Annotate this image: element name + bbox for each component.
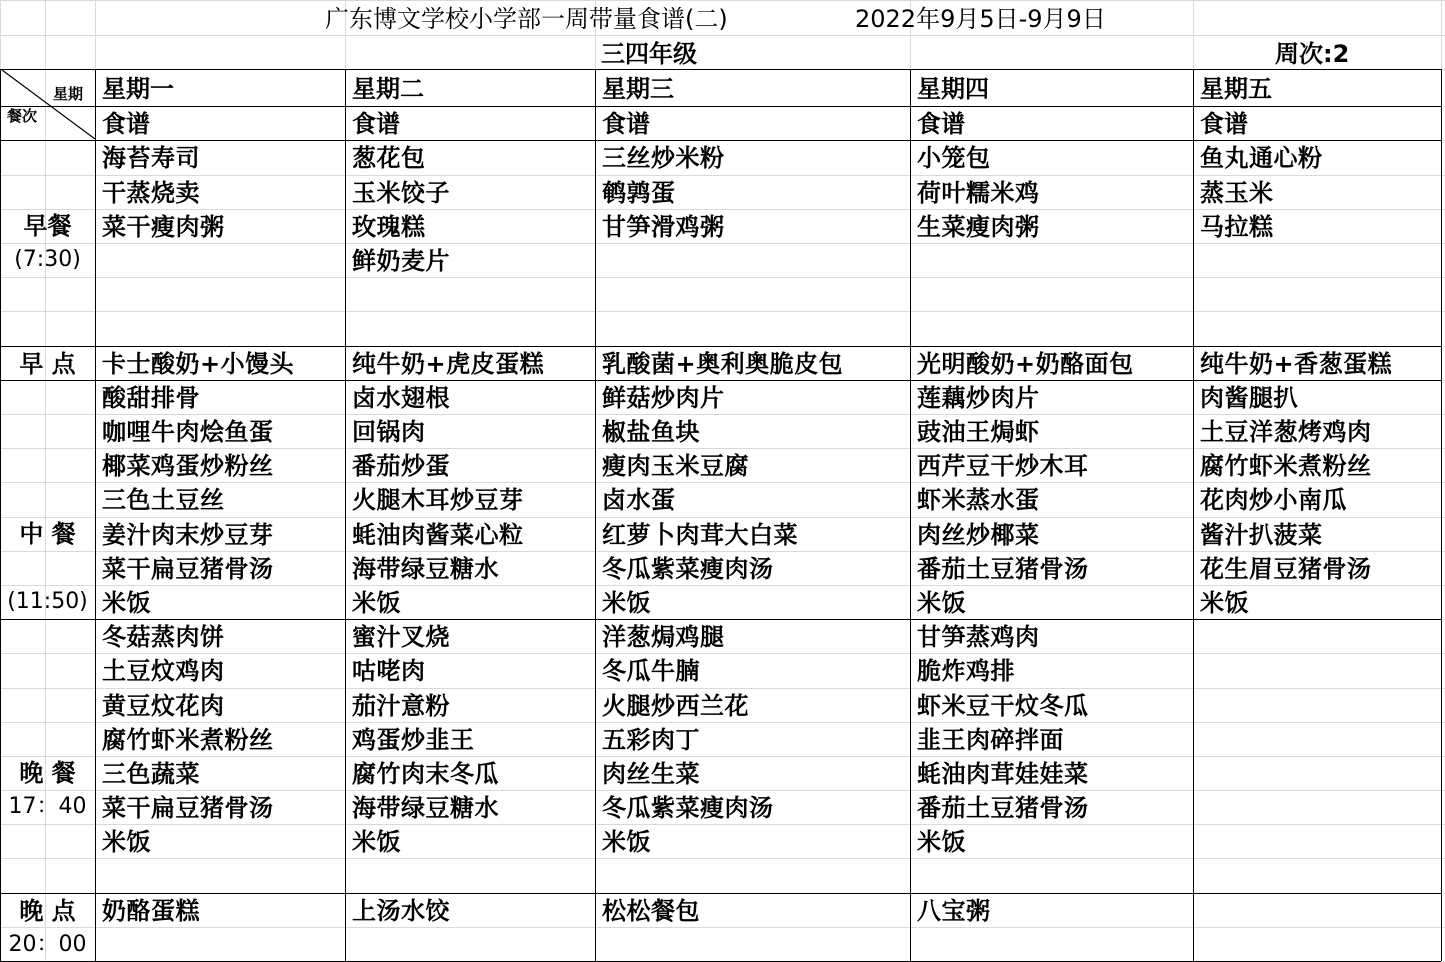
dinner-dish: 肉丝生菜	[602, 760, 700, 788]
breakfast-dish: 鹌鹑蛋	[602, 179, 676, 207]
dinner-dish: 米饭	[602, 828, 651, 856]
lunch-dish: 花生眉豆猪骨汤	[1200, 555, 1372, 583]
lunch-dish: 酱汁扒菠菜	[1200, 521, 1323, 549]
meal-label-lunch: 中 餐	[19, 520, 76, 548]
breakfast-dish: 玫瑰糕	[352, 213, 426, 241]
lunch-dish: 鲜菇炒肉片	[602, 384, 725, 412]
lunch-dish: 瘦肉玉米豆腐	[602, 452, 749, 480]
day-header-1: 星期一	[102, 75, 174, 103]
corner-day-label: 星期	[53, 85, 84, 103]
lunch-dish: 番茄炒蛋	[352, 452, 450, 480]
lunch-dish: 米饭	[917, 589, 966, 617]
grade-label: 三四年级	[601, 40, 697, 68]
meal-time-dinner: 17：40	[8, 794, 87, 819]
meal-label-dinner: 晚 餐	[19, 759, 76, 787]
morning-snack-item: 卡士酸奶+小馒头	[102, 350, 295, 378]
meal-label-morning-snack: 早 点	[19, 350, 76, 378]
lunch-dish: 番茄土豆猪骨汤	[917, 555, 1089, 583]
dinner-dish: 虾米豆干炆冬瓜	[917, 692, 1089, 720]
dinner-dish: 蚝油肉茸娃娃菜	[917, 760, 1089, 788]
lunch-dish: 回锅肉	[352, 418, 426, 446]
lunch-dish: 豉油王焗虾	[917, 418, 1040, 446]
lunch-dish: 椒盐鱼块	[602, 418, 700, 446]
breakfast-dish: 三丝炒米粉	[602, 144, 725, 172]
dinner-dish: 鸡蛋炒韭王	[352, 726, 475, 754]
dinner-dish: 黄豆炆花肉	[102, 692, 225, 720]
lunch-dish: 冬瓜紫菜瘦肉汤	[602, 555, 774, 583]
lunch-dish: 蚝油肉酱菜心粒	[352, 521, 524, 549]
dinner-dish: 韭王肉碎拌面	[917, 726, 1064, 754]
dinner-dish: 茄汁意粉	[352, 692, 450, 720]
dinner-dish: 咕咾肉	[352, 657, 426, 685]
recipe-label-1: 食谱	[102, 110, 150, 138]
page-title: 广东博文学校小学部一周带量食谱(二)	[325, 5, 728, 33]
dinner-dish: 脆炸鸡排	[917, 657, 1015, 685]
lunch-dish: 西芹豆干炒木耳	[917, 452, 1089, 480]
dinner-dish: 三色蔬菜	[102, 760, 200, 788]
lunch-dish: 肉酱腿扒	[1200, 384, 1298, 412]
dinner-dish: 冬瓜紫菜瘦肉汤	[602, 794, 774, 822]
lunch-dish: 菜干扁豆猪骨汤	[102, 555, 274, 583]
morning-snack-item: 光明酸奶+奶酪面包	[917, 350, 1134, 378]
breakfast-dish: 鱼丸通心粉	[1200, 144, 1323, 172]
recipe-label-4: 食谱	[917, 110, 965, 138]
lunch-dish: 火腿木耳炒豆芽	[352, 486, 524, 514]
dinner-dish: 米饭	[102, 828, 151, 856]
dinner-dish: 甘笋蒸鸡肉	[917, 623, 1040, 651]
lunch-dish: 米饭	[1200, 589, 1249, 617]
dinner-dish: 洋葱焗鸡腿	[602, 623, 725, 651]
breakfast-dish: 生菜瘦肉粥	[917, 213, 1040, 241]
dinner-dish: 腐竹肉末冬瓜	[352, 760, 499, 788]
dinner-dish: 米饭	[352, 828, 401, 856]
breakfast-dish: 马拉糕	[1200, 213, 1274, 241]
lunch-dish: 海带绿豆糖水	[352, 555, 499, 583]
lunch-dish: 虾米蒸水蛋	[917, 486, 1040, 514]
lunch-dish: 米饭	[352, 589, 401, 617]
lunch-dish: 花肉炒小南瓜	[1200, 486, 1347, 514]
night-snack-item: 奶酪蛋糕	[102, 897, 200, 925]
day-header-4: 星期四	[917, 75, 989, 103]
lunch-dish: 酸甜排骨	[102, 384, 200, 412]
dinner-dish: 米饭	[917, 828, 966, 856]
dinner-dish: 海带绿豆糖水	[352, 794, 499, 822]
lunch-dish: 腐竹虾米煮粉丝	[1200, 452, 1372, 480]
lunch-dish: 莲藕炒肉片	[917, 384, 1040, 412]
dinner-dish: 冬菇蒸肉饼	[102, 623, 225, 651]
meal-time-night-snack: 20：00	[8, 932, 87, 957]
lunch-dish: 米饭	[602, 589, 651, 617]
breakfast-dish: 海苔寿司	[102, 144, 200, 172]
day-header-3: 星期三	[602, 75, 674, 103]
meal-label-breakfast: 早餐	[23, 212, 72, 240]
lunch-dish: 姜汁肉末炒豆芽	[102, 521, 274, 549]
dinner-dish: 菜干扁豆猪骨汤	[102, 794, 274, 822]
lunch-dish: 红萝卜肉茸大白菜	[602, 521, 798, 549]
lunch-dish: 土豆洋葱烤鸡肉	[1200, 418, 1372, 446]
breakfast-dish: 鲜奶麦片	[352, 247, 450, 275]
recipe-label-2: 食谱	[352, 110, 400, 138]
dinner-dish: 冬瓜牛腩	[602, 657, 700, 685]
recipe-label-5: 食谱	[1200, 110, 1248, 138]
lunch-dish: 米饭	[102, 589, 151, 617]
night-snack-item: 松松餐包	[602, 897, 700, 925]
morning-snack-item: 乳酸菌+奥利奥脆皮包	[602, 350, 844, 378]
lunch-dish: 咖哩牛肉烩鱼蛋	[102, 418, 274, 446]
lunch-dish: 卤水蛋	[602, 486, 676, 514]
recipe-label-3: 食谱	[602, 110, 650, 138]
day-header-2: 星期二	[352, 75, 424, 103]
dinner-dish: 五彩肉丁	[602, 726, 700, 754]
breakfast-dish: 甘笋滑鸡粥	[602, 213, 725, 241]
dinner-dish: 火腿炒西兰花	[602, 692, 749, 720]
day-header-5: 星期五	[1200, 75, 1272, 103]
week-label: 周次:2	[1275, 40, 1350, 68]
meal-time-lunch: (11:50)	[7, 589, 88, 614]
dinner-dish: 土豆炆鸡肉	[102, 657, 225, 685]
lunch-dish: 椰菜鸡蛋炒粉丝	[102, 452, 274, 480]
morning-snack-item: 纯牛奶+香葱蛋糕	[1200, 350, 1393, 378]
breakfast-dish: 蒸玉米	[1200, 179, 1274, 207]
breakfast-dish: 玉米饺子	[352, 179, 450, 207]
dinner-dish: 腐竹虾米煮粉丝	[102, 726, 274, 754]
meal-time-breakfast: (7:30)	[14, 247, 81, 272]
lunch-dish: 肉丝炒椰菜	[917, 521, 1040, 549]
night-snack-item: 八宝粥	[917, 897, 991, 925]
date-range: 2022年9月5日-9月9日	[855, 5, 1106, 33]
corner-meal-label: 餐次	[7, 107, 38, 125]
breakfast-dish: 葱花包	[352, 144, 426, 172]
night-snack-item: 上汤水饺	[352, 897, 450, 925]
dinner-dish: 蜜汁叉烧	[352, 623, 450, 651]
dinner-dish: 番茄土豆猪骨汤	[917, 794, 1089, 822]
breakfast-dish: 小笼包	[917, 144, 991, 172]
breakfast-dish: 干蒸烧卖	[102, 179, 200, 207]
morning-snack-item: 纯牛奶+虎皮蛋糕	[352, 350, 545, 378]
meal-label-night-snack: 晚 点	[19, 897, 76, 925]
breakfast-dish: 荷叶糯米鸡	[917, 179, 1040, 207]
lunch-dish: 卤水翅根	[352, 384, 450, 412]
breakfast-dish: 菜干瘦肉粥	[102, 213, 225, 241]
lunch-dish: 三色土豆丝	[102, 486, 225, 514]
